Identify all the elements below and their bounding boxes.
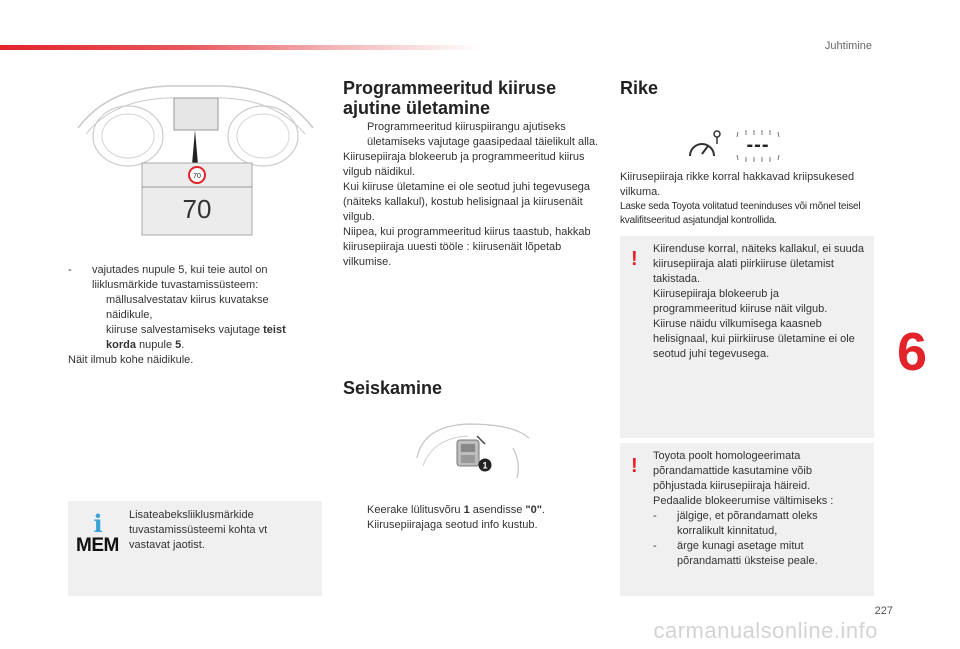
fault-line2: Laske seda Toyota volitatud teeninduses või mõnel teisel kvalifitseeritud asjatundjal kontrollida. bbox=[620, 201, 861, 226]
step-dash: - bbox=[68, 264, 72, 276]
sub-item-text: kiiruse salvestamiseks vajutage teist korda nupule 5. bbox=[106, 324, 286, 351]
warning-icon: ! bbox=[631, 455, 638, 477]
section-title: Juhtimine bbox=[824, 40, 872, 52]
list-text: jälgige, et põrandamatt oleks korralikult kinnitatud, bbox=[677, 510, 818, 537]
info-box bbox=[68, 501, 322, 596]
steering-wheel-illustration bbox=[413, 418, 533, 484]
warning-paragraph: Toyota poolt homologeerimata põrandamattide kasutamine võib põhjustada kiirusepiiraja häireid. bbox=[653, 450, 812, 492]
warning-box-1 bbox=[620, 236, 874, 438]
warning-paragraph: Pedaalide blokeerumise vältimiseks : bbox=[653, 495, 834, 507]
chapter-number: 6 bbox=[896, 322, 928, 382]
warning-list-item bbox=[653, 509, 865, 539]
info-icon: i bbox=[93, 509, 103, 538]
speedometer-icon bbox=[690, 131, 720, 156]
section-heading-override: Programmeeritud kiiruse ajutine ületamine bbox=[343, 78, 557, 118]
speed-display-value: 70 bbox=[182, 194, 212, 224]
step-item bbox=[68, 263, 318, 293]
watermark: carmanualsonline.info bbox=[653, 618, 878, 643]
sub-item-1 bbox=[68, 293, 318, 323]
warning-paragraph: Kiirusepiiraja blokeerub ja programmeeritud kiiruse näit vilgub. bbox=[653, 288, 828, 315]
speed-sign-value: 70 bbox=[193, 173, 201, 180]
sub-item-text: mällusalvestatav kiirus kuvatakse näidikule, bbox=[106, 294, 269, 321]
pointer-icon bbox=[343, 120, 367, 150]
paragraph: Kiirusepiiraja blokeerub ja programmeeritud kiirus vilgub näidikul. bbox=[343, 151, 585, 178]
warning-box-2 bbox=[620, 443, 874, 596]
warning-text bbox=[653, 449, 865, 569]
instrument-cluster-illustration bbox=[68, 78, 323, 243]
pointer-icon bbox=[343, 503, 367, 533]
pointer-icon bbox=[92, 293, 106, 323]
list-dash: - bbox=[653, 510, 657, 522]
mem-label: MEM bbox=[76, 535, 119, 556]
fault-line1: Kiirusepiiraja rikke korral hakkavad kriipsukesed vilkuma. bbox=[620, 171, 855, 198]
sub-item-2 bbox=[68, 323, 318, 353]
paragraph: Niipea, kui programmeeritud kiirus taastub, hakkab kiirusepiiraja uuesti tööle : kiirusenäit lõpetab vilkumise. bbox=[343, 226, 591, 268]
list-text: ärge kunagi asetage mitut põrandamatti üksteise peale. bbox=[677, 540, 818, 567]
stop-text bbox=[343, 503, 605, 533]
fault-display: --- bbox=[746, 134, 770, 156]
warning-icon: ! bbox=[631, 248, 638, 270]
warning-paragraph: Kiirenduse korral, näiteks kallakul, ei suuda kiirusepiiraja alati piirkiiruse ületamist takistada. bbox=[653, 243, 864, 285]
warning-list-item bbox=[653, 539, 865, 569]
bullet-item bbox=[343, 120, 605, 150]
section-heading-fault: Rike bbox=[620, 78, 659, 98]
warning-text bbox=[653, 242, 865, 362]
stop-bullet-item bbox=[343, 503, 605, 533]
bullet-text: Programmeeritud kiiruspiirangu ajutiseks ületamiseks vajutage gaasipedaal täielikult alla. bbox=[367, 121, 599, 148]
fault-indicator-illustration bbox=[686, 126, 796, 166]
list-dash: - bbox=[653, 540, 657, 552]
step-text: vajutades nupule 5, kui teie autol on liiklusmärkide tuvastamissüsteem: bbox=[92, 264, 268, 291]
column2-body bbox=[343, 120, 605, 270]
page-number: 227 bbox=[874, 605, 893, 617]
column1-text bbox=[68, 263, 318, 368]
pointer-icon bbox=[92, 323, 106, 353]
section-heading-stop: Seiskamine bbox=[343, 378, 443, 398]
paragraph: Kui kiiruse ületamine ei ole seotud juhi tegevusega (näiteks kallakul), kostub helisignaal ja kiirusenäit vilgub. bbox=[343, 181, 591, 223]
after-text: Näit ilmub kohe näidikule. bbox=[68, 354, 194, 366]
column3-body bbox=[620, 170, 875, 228]
warning-paragraph: Kiiruse näidu vilkumisega kaasneb helisignaal, kui piirkiiruse ületamine ei ole seotud juhi tegevusega. bbox=[653, 318, 855, 360]
info-text: Lisateabeksliiklusmärkide tuvastamissüsteemi kohta vt vastavat jaotist. bbox=[129, 509, 268, 551]
header-accent-bar bbox=[0, 45, 480, 50]
stop-bullet-text: Keerake lülitusvõru 1 asendisse "0". Kiirusepiirajaga seotud info kustub. bbox=[367, 504, 546, 531]
callout-number: 1 bbox=[482, 460, 488, 471]
